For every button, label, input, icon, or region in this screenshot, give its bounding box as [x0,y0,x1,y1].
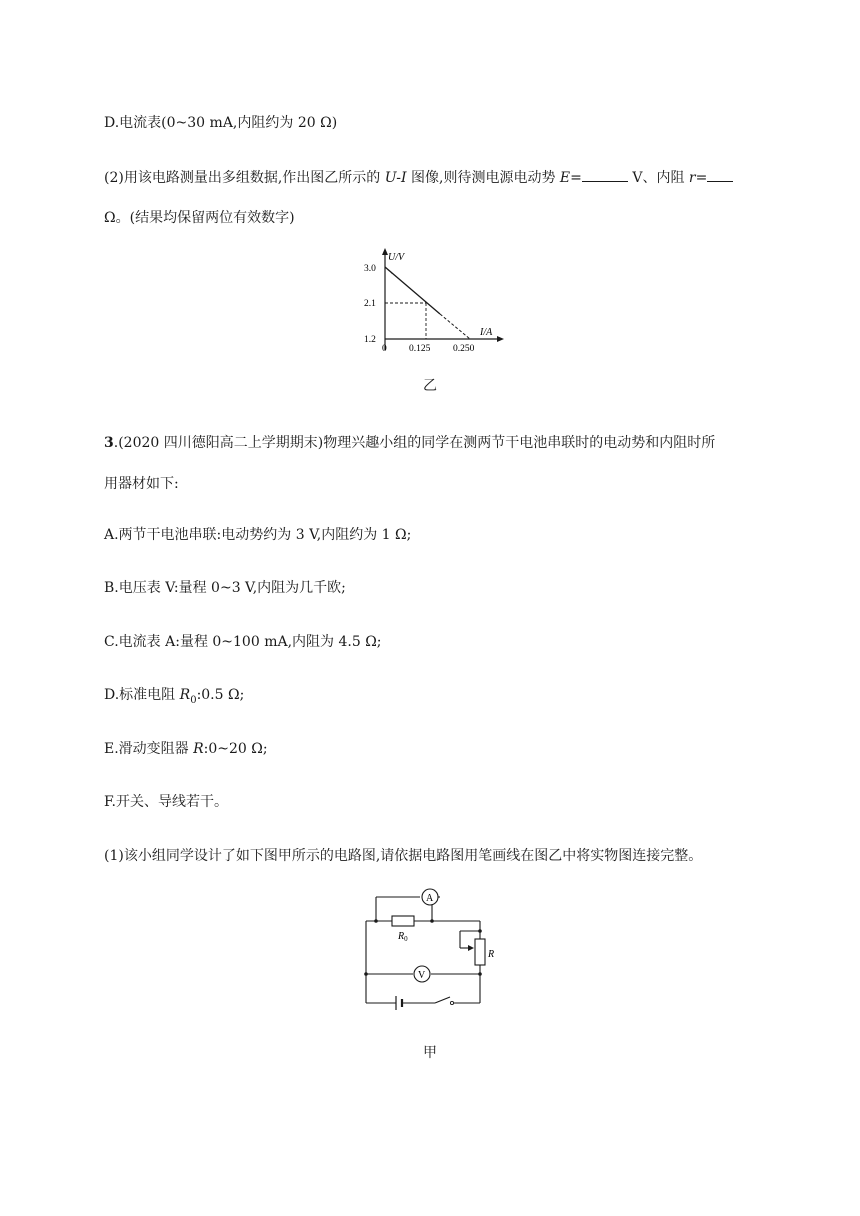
q3-text-2: 用器材如下: [104,476,179,492]
q2-r-symbol: r [688,170,696,186]
answer-blank-resistance[interactable] [707,167,733,182]
circuit-diagram [360,885,510,1015]
question-2-line-2 [104,208,295,228]
x-tick-0-125: 0.125 [409,344,431,354]
option-d-ammeter [104,113,337,133]
x-tick-0: 0 [382,344,387,354]
q3-number: 3 [104,435,114,451]
question-2-line-1 [104,167,733,188]
option-d-resistor [104,685,244,711]
option-a [104,525,411,545]
option-c-text: C.电流表 A:量程 0~100 mA,内阻为 4.5 Ω; [104,634,382,650]
data-line-dashed [440,314,470,339]
option-d-text-1: D.标准电阻 [104,687,180,703]
question-3-line-2 [104,474,179,494]
data-line-solid [385,267,440,314]
x-axis-label: I/A [480,327,493,338]
q3-text-1: .(2020 四川德阳高二上学期期末)物理兴趣小组的同学在测两节干电池串联时的电动势和内阻时所 [113,435,716,451]
option-e-text-1: E.滑动变阻器 [104,741,194,757]
option-d-r-symbol: R [179,687,191,703]
q2-text-1: (2)用该电路测量出多组数据,作出图乙所示的 [104,170,385,186]
q2-equals-1: = [570,170,582,186]
q2-text-4: Ω。(结果均保留两位有效数字) [104,210,295,226]
q2-text-3: V、内阻 [627,170,689,186]
q2-equals-2: = [695,170,708,186]
y-tick-1-2: 1.2 [364,335,376,345]
option-e [104,739,268,759]
r0-label: $R_0$ [398,931,408,943]
option-b [104,578,346,598]
r0-resistor [392,916,414,926]
graph-caption: 乙 [423,378,437,394]
y-axis-label: U/V [388,252,405,263]
question-3-part-1 [104,846,702,866]
option-b-text: B.电压表 V:量程 0~3 V,内阻为几千欧; [104,580,346,596]
x-axis-arrow [497,336,504,342]
option-e-r-symbol: R [193,741,204,757]
option-a-text: A.两节干电池串联:电动势约为 3 V,内阻约为 1 Ω; [104,527,412,543]
option-d-subscript: 0 [190,694,197,706]
y-tick-3-0: 3.0 [364,264,376,274]
option-c [104,632,382,652]
option-e-text-2: :0~20 Ω; [203,741,268,757]
q2-e-symbol: E [559,170,571,186]
q3-part1-text: (1)该小组同学设计了如下图甲所示的电路图,请依据电路图用笔画线在图乙中将实物图连接完整。 [104,848,703,864]
x-tick-0-250: 0.250 [453,344,475,354]
switch-contact [450,1001,453,1004]
slider-arrow [468,945,474,951]
option-d-text: D.电流表(0~30 mA,内阻约为 20 Ω) [104,115,338,131]
q2-text-2: 图像,则待测电源电动势 [406,170,560,186]
answer-blank-emf[interactable] [582,167,628,182]
rheostat-resistor [475,939,485,965]
q2-ui-symbol: U-I [384,170,407,186]
option-f-text: F.开关、导线若干。 [104,794,228,810]
option-d-text-2: :0.5 Ω; [196,687,245,703]
ammeter-label: A [426,893,434,904]
question-3-line-1 [104,433,715,453]
circuit-caption: 甲 [423,1045,437,1061]
option-f [104,792,228,812]
voltmeter-label: V [418,970,426,981]
rheostat-label: R [488,949,495,960]
y-tick-2-1: 2.1 [364,299,376,309]
ui-graph [350,245,530,360]
